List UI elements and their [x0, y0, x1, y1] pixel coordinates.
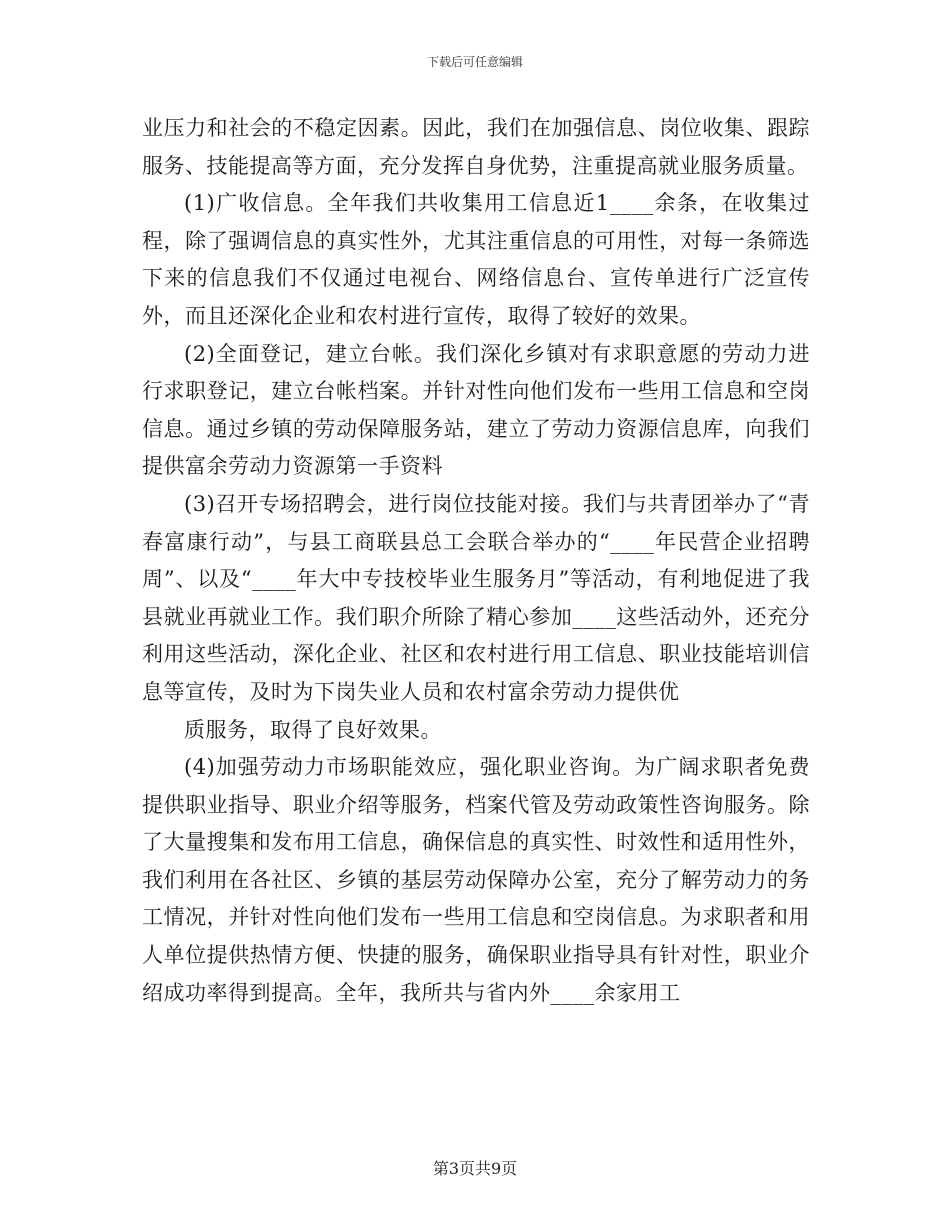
paragraph-6: (4)加强劳动力市场职能效应，强化职业咨询。为广阔求职者免费提供职业指导、职业介绍等服务，档案代管及劳动政策性咨询服务。除了大量搜集和发布用工信息，确保信息的真实性、时效性和适用性外，我们利用在各社区、乡镇的基层劳动保障办公室，充分了解劳动力的务工情况，并针对性向他们发布一些用工信息和空岗信息。为求职者和用人单位提供热情方便、快捷的服务，确保职业指导具有针对性，职业介绍成功率得到提高。全年，我所共与省内外____余家用工 [142, 755, 810, 1005]
document-body [142, 110, 810, 1012]
paragraph-1: 业压力和社会的不稳定因素。因此，我们在加强信息、岗位收集、跟踪服务、技能提高等方面，充分发挥自身优势，注重提高就业服务质量。 [142, 116, 810, 178]
paragraph-2: (1)广收信息。全年我们共收集用工信息近1____余条，在收集过程，除了强调信息的真实性外，尤其注重信息的可用性，对每一条筛选下来的信息我们不仅通过电视台、网络信息台、宣传单进行广泛宣传外，而且还深化企业和农村进行宣传，取得了较好的效果。 [142, 191, 810, 328]
page-header: 下载后可任意编辑 [426, 55, 523, 69]
paragraph-3: (2)全面登记，建立台帐。我们深化乡镇对有求职意愿的劳动力进行求职登记，建立台帐档案。并针对性向他们发布一些用工信息和空岗信息。通过乡镇的劳动保障服务站，建立了劳动力资源信息库，向我们提供富余劳动力资源第一手资料 [142, 341, 810, 479]
paragraph-5: 质服务，取得了良好效果。 [184, 717, 442, 742]
paragraph-4: (3)召开专场招聘会，进行岗位技能对接。我们与共青团举办了“青春富康行动”，与县工商联县总工会联合举办的“____年民营企业招聘周”、以及“____年大中专技校毕业生服务月”等活动，有利地促进了我县就业再就业工作。我们职介所除了精心参加____这些活动外，还充分利用这些活动，深化企业、社区和农村进行用工信息、职业技能培训信息等宣传，及时为下岗失业人员和农村富余劳动力提供优 [142, 491, 810, 704]
page-footer: 第3页共9页 [432, 1159, 518, 1178]
